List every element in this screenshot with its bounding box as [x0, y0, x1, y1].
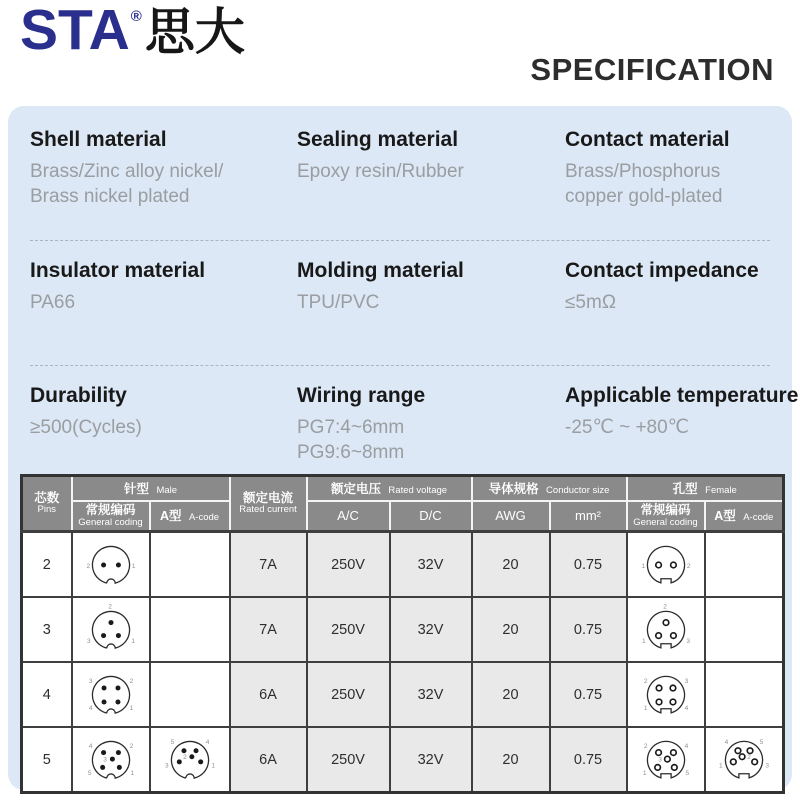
pin-number-label: 5 [170, 738, 174, 746]
spec-item-value [565, 159, 770, 210]
pin-number-label: 2 [129, 742, 133, 750]
male-a-code-cell [150, 597, 230, 662]
header-male-general-cn: 常规编码 [85, 503, 136, 518]
pin-number-label: 4 [88, 742, 92, 750]
spec-table-header [22, 476, 784, 532]
header-female-a-code-cn: A型 [714, 509, 736, 524]
pin-number-label: 2 [643, 742, 647, 750]
header-male-general-coding [72, 501, 150, 532]
header-female-cn: 孔型 [672, 481, 698, 496]
pin-number-label: 1 [640, 562, 645, 570]
pin-number-label: 3 [102, 755, 107, 763]
spec-grid [8, 106, 799, 470]
pin-dot [115, 685, 120, 690]
spec-item-title: Wiring range [297, 384, 426, 407]
socket-hole [655, 749, 661, 755]
mm2-cell: 0.75 [550, 532, 627, 598]
spec-item-value [30, 415, 297, 440]
mm2-cell: 0.75 [550, 662, 627, 727]
spec-row [30, 110, 770, 241]
pin-number-label: 3 [88, 677, 92, 685]
socket-hole [739, 753, 745, 759]
spec-panel [8, 106, 799, 790]
pin-dot [189, 754, 194, 759]
header-pins-cn: 芯数 [34, 491, 60, 506]
socket-hole [670, 749, 676, 755]
spec-item-title: Shell material [30, 128, 167, 151]
header-conductor-size-cn: 导体规格 [488, 481, 539, 496]
header-male-a-code-en: A-code [188, 512, 220, 524]
spec-item-value [297, 159, 565, 184]
spec-item-title: Molding material [297, 259, 464, 282]
pin-number-label: 2 [129, 677, 133, 685]
pin-number-label: 1 [210, 761, 215, 769]
header-rated-current-cn: 额定电流 [242, 491, 293, 506]
pin-dot [101, 633, 106, 638]
mm2-cell: 0.75 [550, 597, 627, 662]
pin-number-label: 3 [685, 637, 690, 645]
spec-item-value-line: Brass/Phosphorus [565, 161, 721, 182]
spec-item-value [30, 159, 297, 210]
rated-current-cell: 6A [230, 662, 307, 727]
header-rated-voltage-cn: 额定电压 [330, 481, 381, 496]
socket-hole [664, 756, 670, 762]
rated-current-cell: 7A [230, 597, 307, 662]
socket-hole [670, 562, 676, 568]
header-female-en: Female [705, 484, 737, 496]
spec-table-row [22, 727, 784, 793]
ac-voltage-cell: 250V [307, 532, 390, 598]
spec-table-row [22, 532, 784, 598]
logo-sta-text: STA [20, 0, 130, 62]
ac-voltage-cell: 250V [307, 597, 390, 662]
pin-number-label: 2 [662, 603, 667, 611]
pin-number-label: 4 [724, 738, 728, 746]
socket-hole [671, 764, 677, 770]
pin-number-label: 1 [642, 769, 646, 777]
header-ac: A/C [307, 501, 390, 532]
female-connector-diagram-icon [638, 604, 694, 656]
socket-hole [670, 685, 676, 691]
header-rated-voltage-en: Rated voltage [388, 484, 448, 496]
spec-item-value-line: ≤5mΩ [565, 292, 617, 313]
female-general-coding-cell [627, 532, 705, 598]
male-connector-diagram-icon [83, 604, 139, 656]
spec-item-title: Sealing material [297, 128, 459, 151]
pin-number-label: 3 [765, 761, 769, 769]
awg-cell: 20 [472, 532, 550, 598]
spec-item-value-line: TPU/PVC [297, 292, 380, 313]
spec-row [30, 241, 770, 366]
pin-dot [101, 562, 106, 567]
pin-dot [198, 759, 203, 764]
spec-item-value-line: PA66 [30, 292, 76, 313]
pin-dot [108, 620, 113, 625]
pin-number-label: 2 [182, 753, 187, 761]
spec-item-value [30, 290, 297, 315]
socket-hole [663, 619, 669, 625]
socket-hole [654, 764, 660, 770]
awg-cell: 20 [472, 727, 550, 793]
spec-item-title: Insulator material [30, 259, 206, 282]
logo-chinese-text: 思大 [144, 4, 245, 60]
registered-trademark-icon: ® [130, 8, 142, 25]
pin-dot [109, 756, 114, 761]
pin-dot [101, 685, 106, 690]
header-female-a-code [705, 501, 784, 532]
pin-number-label: 5 [87, 769, 91, 777]
header-awg: AWG [472, 501, 550, 532]
header-pins [22, 476, 72, 532]
spec-table [20, 474, 785, 794]
pins-cell: 3 [22, 597, 72, 662]
header-female [627, 476, 784, 501]
female-a-code-cell [705, 727, 784, 793]
header-mm2: mm² [550, 501, 627, 532]
header-pins-en: Pins [37, 504, 56, 516]
female-general-coding-cell [627, 727, 705, 793]
header-male-en: Male [156, 484, 178, 496]
spec-item-value [565, 290, 770, 315]
female-a-code-cell [705, 532, 784, 598]
pin-dot [101, 750, 106, 755]
socket-hole [655, 562, 661, 568]
spec-item-value [297, 290, 565, 315]
male-general-coding-cell [72, 662, 150, 727]
pin-number-label: 3 [86, 637, 91, 645]
pin-number-label: 5 [759, 738, 764, 746]
header-conductor-size [472, 476, 627, 501]
pin-number-label: 4 [684, 704, 688, 712]
pin-dot [115, 750, 120, 755]
male-connector-diagram-icon [83, 734, 139, 786]
socket-hole [656, 685, 662, 691]
page-header [0, 0, 800, 106]
pin-dot [181, 748, 186, 753]
header-female-general-coding [627, 501, 705, 532]
pin-number-label: 1 [130, 769, 134, 777]
awg-cell: 20 [472, 662, 550, 727]
header-rated-current-en: Rated current [239, 504, 297, 516]
pin-dot [176, 759, 181, 764]
pins-cell: 5 [22, 727, 72, 793]
pin-number-label: 2 [107, 603, 112, 611]
pins-cell: 2 [22, 532, 72, 598]
spec-row [30, 366, 799, 470]
brand-logo [20, 0, 245, 62]
male-connector-diagram-icon [162, 734, 218, 786]
pin-number-label: 1 [131, 562, 136, 570]
spec-item-value-line: PG9:6~8mm [297, 442, 405, 464]
header-dc: D/C [390, 501, 472, 532]
header-male-cn: 针型 [123, 481, 149, 496]
male-general-coding-cell [72, 532, 150, 598]
spec-item-value-line: Brass/Zinc alloy nickel/ [30, 161, 224, 182]
spec-item-value-line: -25℃ ~ +80℃ [565, 417, 690, 438]
pin-number-label: 5 [685, 769, 689, 777]
spec-table-row [22, 597, 784, 662]
male-general-coding-cell [72, 727, 150, 793]
pin-number-label: 1 [130, 637, 135, 645]
pin-number-label: 4 [88, 704, 92, 712]
spec-table-row [22, 662, 784, 727]
spec-table-body [22, 532, 784, 793]
pin-dot [100, 764, 105, 769]
spec-item-title: Applicable temperature [565, 384, 799, 407]
socket-hole [655, 632, 661, 638]
pin-dot [116, 764, 121, 769]
pin-number-label: 2 [643, 677, 647, 685]
header-rated-voltage [307, 476, 472, 501]
spec-item-value-line: ≥500(Cycles) [30, 417, 142, 438]
female-connector-diagram-icon [638, 669, 694, 721]
pin-dot [115, 699, 120, 704]
pins-cell: 4 [22, 662, 72, 727]
pin-number-label: 1 [129, 704, 133, 712]
female-connector-diagram-icon [638, 734, 694, 786]
spec-item-value [565, 415, 798, 440]
pin-number-label: 3 [684, 677, 688, 685]
header-female-general-en: General coding [633, 516, 698, 528]
spec-item [565, 384, 798, 470]
dc-voltage-cell: 32V [390, 662, 472, 727]
male-connector-diagram-icon [83, 669, 139, 721]
spec-item [30, 128, 297, 240]
spec-item-value-line: Epoxy resin/Rubber [297, 161, 464, 182]
pin-dot [193, 748, 198, 753]
page-title: SPECIFICATION [530, 52, 774, 87]
pin-number-label: 2 [85, 562, 90, 570]
ac-voltage-cell: 250V [307, 662, 390, 727]
spec-item-value-line: copper gold-plated [565, 186, 723, 208]
spec-item-value [297, 415, 565, 466]
header-female-general-cn: 常规编码 [640, 503, 691, 518]
spec-item [297, 384, 565, 470]
pin-number-label: 1 [643, 704, 647, 712]
pin-number-label: 1 [641, 637, 646, 645]
spec-item-title: Contact material [565, 128, 730, 151]
male-a-code-cell [150, 727, 230, 793]
pin-number-label: 3 [164, 761, 169, 769]
ac-voltage-cell: 250V [307, 727, 390, 793]
mm2-cell: 0.75 [550, 727, 627, 793]
spec-item-title: Contact impedance [565, 259, 759, 282]
awg-cell: 20 [472, 597, 550, 662]
header-male-a-code [150, 501, 230, 532]
female-connector-diagram-icon [716, 734, 772, 786]
spec-item [30, 384, 297, 470]
female-a-code-cell [705, 597, 784, 662]
socket-hole [752, 759, 758, 765]
dc-voltage-cell: 32V [390, 727, 472, 793]
male-a-code-cell [150, 662, 230, 727]
header-conductor-size-en: Conductor size [546, 484, 610, 496]
female-general-coding-cell [627, 597, 705, 662]
pin-number-label: 4 [205, 738, 209, 746]
spec-item [30, 259, 297, 365]
female-a-code-cell [705, 662, 784, 727]
female-general-coding-cell [627, 662, 705, 727]
spec-item [565, 259, 770, 365]
rated-current-cell: 7A [230, 532, 307, 598]
spec-item-value-line: PG7:4~6mm [297, 417, 405, 438]
socket-hole [670, 632, 676, 638]
spec-item [565, 128, 770, 240]
pin-number-label: 4 [684, 742, 688, 750]
pin-number-label: 3 [657, 755, 662, 763]
header-female-a-code-en: A-code [743, 512, 774, 524]
socket-hole [730, 759, 736, 765]
dc-voltage-cell: 32V [390, 532, 472, 598]
header-male-general-en: General coding [78, 516, 143, 528]
header-rated-current [230, 476, 307, 532]
male-connector-diagram-icon [83, 539, 139, 591]
female-connector-diagram-icon [638, 539, 694, 591]
rated-current-cell: 6A [230, 727, 307, 793]
socket-hole [735, 747, 741, 753]
pin-number-label: 2 [686, 562, 691, 570]
spec-item-value-line: Brass nickel plated [30, 186, 190, 208]
spec-item-title: Durability [30, 384, 127, 407]
male-general-coding-cell [72, 597, 150, 662]
header-male-a-code-cn: A型 [159, 509, 182, 524]
socket-hole [656, 699, 662, 705]
pin-dot [115, 633, 120, 638]
spec-item [297, 128, 565, 240]
spec-item [297, 259, 565, 365]
pin-number-label: 1 [718, 761, 723, 769]
pin-dot [115, 562, 120, 567]
pin-number-label: 2 [747, 753, 751, 761]
dc-voltage-cell: 32V [390, 597, 472, 662]
socket-hole [747, 747, 753, 753]
header-male [72, 476, 230, 501]
male-a-code-cell [150, 532, 230, 598]
pin-dot [101, 699, 106, 704]
socket-hole [670, 699, 676, 705]
